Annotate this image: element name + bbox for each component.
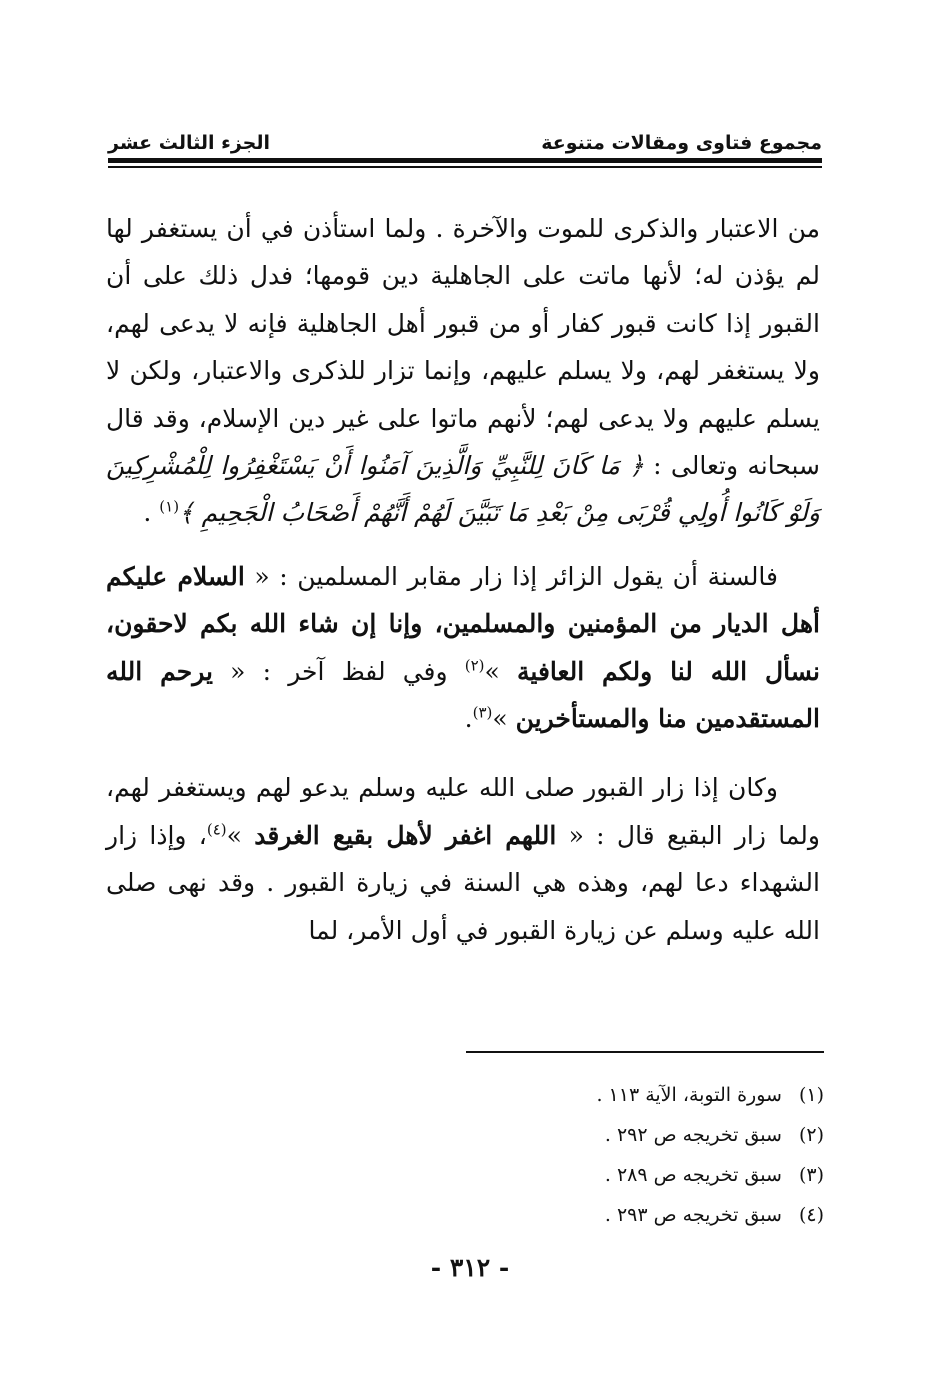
running-header — [108, 122, 822, 154]
footnote-item — [420, 1155, 824, 1195]
footnote-text: سورة التوبة، الآية ١١٣ . — [596, 1084, 782, 1106]
footnote-item — [420, 1195, 824, 1235]
footnote-ref-3: (٣) — [472, 703, 493, 722]
hadith-greeting: السلام عليكم أهل الديار من المؤمنين والمسلمين، وإنا إن شاء الله بكم لاحقون، نسأل الله لنا ولكم العافية — [106, 561, 821, 686]
footnote-ref-4: (٤) — [206, 820, 227, 839]
quote-close-1: » — [484, 656, 517, 686]
footnote-number: (٢) — [798, 1124, 824, 1146]
quote-close-3: » — [226, 820, 255, 850]
footnote-separator — [466, 1051, 824, 1053]
header-rule-thick — [108, 158, 822, 163]
paragraph-1-end: . — [143, 498, 160, 528]
header-rule-thin — [108, 166, 822, 168]
volume-label: الجزء الثالث عشر — [108, 132, 271, 154]
paragraph-2-mid: وفي لفظ آخر : « — [213, 656, 465, 686]
paragraph-3-intro: وكان إذا زار القبور صلى الله عليه وسلم يدعو لهم ويستغفر لهم، ولما زار البقيع قال : « — [106, 773, 820, 850]
footnote-text: سبق تخريجه ص ٢٩٢ . — [604, 1124, 782, 1146]
footnote-text: سبق تخريجه ص ٢٨٩ . — [604, 1164, 782, 1186]
paragraph-3 — [106, 764, 820, 954]
page-number: - ٣١٢ - — [430, 1253, 510, 1282]
footnote-number: (٤) — [798, 1204, 824, 1226]
paragraph-1-text: من الاعتبار والذكرى للموت والآخرة . ولما استأذن في أن يستغفر لها لم يؤذن له؛ لأنها ماتت على الجاهلية دين قومها؛ فدل ذلك على أن القبور إذا كانت قبور كفار أو من قبور أهل الجاهلية فإنه لا يدعى لهم، ولا يستغفر لهم، ولا يسلم عليهم، وإنما تزار للذكرى والاعتبار، ولكن لا يسلم عليهم ولا يدعى لهم؛ لأنهم ماتوا على غير دين الإسلام، وقد قال سبحانه وتعالى : — [106, 214, 820, 481]
footnote-number: (٣) — [798, 1164, 824, 1186]
quran-verse: ﴿ مَا كَانَ لِلنَّبِيِّ وَالَّذِينَ آمَنُوا أَنْ يَسْتَغْفِرُوا لِلْمُشْرِكِينَ وَلَوْ كَانُوا أُولِي قُرْبَى مِنْ بَعْدِ مَا تَبَيَّنَ لَهُمْ أَنَّهُمْ أَصْحَابُ الْجَحِيمِ ﴾ — [106, 451, 820, 528]
book-title: مجموع فتاوى ومقالات متنوعة — [541, 132, 822, 154]
footnotes — [420, 1075, 824, 1235]
paragraph-2 — [106, 553, 820, 743]
paragraph-3-rest: ، وإذا زار الشهداء دعا لهم، وهذه هي السنة في زيارة القبور . وقد نهى صلى الله عليه وسلم عن زيارة القبور في أول الأمر، لما — [106, 820, 820, 945]
main-text — [106, 205, 820, 954]
paragraph-1 — [106, 205, 820, 537]
footnote-ref-1: (١) — [159, 498, 180, 517]
paragraph-2-intro: فالسنة أن يقول الزائر إذا زار مقابر المسلمين : « — [244, 561, 778, 591]
footnote-text: سبق تخريجه ص ٢٩٣ . — [604, 1204, 782, 1226]
footnote-item — [420, 1075, 824, 1115]
hadith-baqi: اللهم اغفر لأهل بقيع الغرقد — [254, 820, 557, 850]
footnote-number: (١) — [798, 1084, 824, 1106]
paragraph-2-end: . — [464, 704, 473, 734]
hadith-mercy: يرحم الله المستقدمين منا والمستأخرين — [106, 656, 820, 734]
quote-close-2: » — [492, 704, 516, 734]
footnote-item — [420, 1115, 824, 1155]
footnote-ref-2: (٢) — [464, 656, 485, 675]
